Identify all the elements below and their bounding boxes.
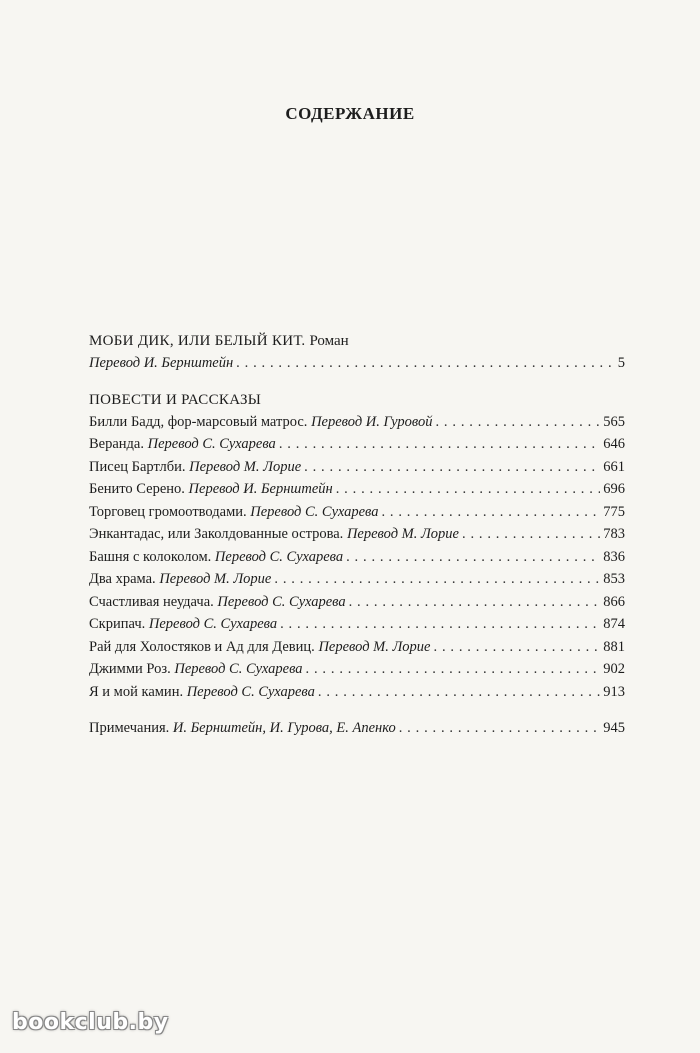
entry-translator (171, 658, 303, 681)
translator-name: Перевод М. Лорие (318, 638, 431, 655)
entry-page: 874 (603, 616, 625, 632)
toc-entry[interactable] (89, 681, 625, 704)
notes-translator: И. Бернштейн, И. Гурова, Е. Апенко (172, 720, 396, 736)
entry-title: Башня с колоколом. (89, 548, 212, 565)
entry-page: 866 (603, 593, 625, 610)
translator-name: Перевод М. Лорие (346, 526, 459, 542)
toc-entry[interactable] (89, 411, 625, 434)
entry-title: Энкантадас, или Заколдованные острова. (89, 526, 344, 542)
entry-page: 5 (617, 355, 625, 371)
leader-dots (381, 501, 600, 524)
translator-name: Перевод С. Сухарева (174, 661, 303, 677)
entry-translator (185, 478, 333, 501)
entry-page: 661 (603, 458, 625, 475)
entry-page: 881 (603, 638, 625, 655)
entry-translator (144, 433, 276, 456)
toc-entry[interactable] (89, 658, 625, 681)
leader-dots (318, 681, 600, 704)
entry-page: 646 (603, 436, 625, 452)
translator-name: Перевод М. Лорие (159, 571, 272, 587)
entry-page: 913 (603, 683, 625, 700)
translator-name: Перевод С. Сухарева (214, 548, 344, 565)
toc-entry[interactable] (89, 636, 625, 659)
entry-translator (185, 456, 301, 479)
entry-translator (247, 501, 379, 524)
stories-list (89, 411, 625, 704)
entry-title: Два храма. (89, 571, 156, 587)
leader-dots (336, 478, 601, 501)
translator-name: Перевод С. Сухарева (217, 593, 346, 610)
leader-dots (349, 591, 601, 614)
watermark-logo: bookclub.by (12, 1010, 169, 1035)
leader-dots (304, 456, 600, 479)
leader-dots (435, 411, 600, 434)
entry-translator (169, 717, 395, 740)
toc-entry-notes[interactable] (89, 717, 625, 740)
entry-page: 775 (603, 503, 625, 520)
entry-translator (214, 591, 346, 614)
entry-translator (145, 613, 277, 636)
leader-dots (274, 568, 600, 591)
entry-translator (156, 568, 272, 591)
translator-name: Перевод С. Сухарева (186, 683, 315, 700)
entry-translator (343, 523, 459, 546)
entry-page: 902 (603, 661, 625, 677)
toc-entry[interactable] (89, 546, 625, 569)
toc-entry[interactable] (89, 433, 625, 456)
entry-translator (307, 411, 432, 434)
entry-page: 565 (603, 413, 625, 430)
entry-page: 945 (603, 720, 625, 736)
leader-dots (462, 523, 600, 546)
entry-title: Джимми Роз. (89, 661, 171, 677)
page-title: СОДЕРЖАНИЕ (285, 104, 415, 123)
toc-entry[interactable] (89, 456, 625, 479)
leader-dots (306, 658, 601, 681)
entry-title: Бенито Серено. (89, 481, 185, 497)
table-of-contents (89, 330, 625, 740)
entry-title: Счастливая неудача. (89, 593, 214, 610)
toc-entry[interactable] (89, 568, 625, 591)
leader-dots (279, 433, 600, 456)
entry-page: 696 (603, 481, 625, 497)
leader-dots (399, 717, 601, 740)
translator-name: Перевод С. Сухарева (147, 436, 276, 452)
leader-dots (280, 613, 600, 636)
toc-entry[interactable] (89, 478, 625, 501)
translator-name: Перевод С. Сухарева (250, 503, 379, 520)
translator-name: Перевод И. Гуровой (311, 413, 433, 430)
toc-entry-novel[interactable] (89, 352, 625, 375)
entry-title: Я и мой камин. (89, 683, 184, 700)
toc-entry[interactable] (89, 591, 625, 614)
toc-entry[interactable] (89, 523, 625, 546)
entry-title: Скрипач. (89, 616, 146, 632)
leader-dots (236, 352, 615, 375)
entry-title: Торговец громоотводами. (89, 503, 247, 520)
translator-name: Перевод М. Лорие (189, 458, 302, 475)
translator-name: Перевод С. Сухарева (148, 616, 278, 632)
stories-heading: ПОВЕСТИ И РАССКАЗЫ (89, 391, 262, 408)
entry-title: Писец Бартлби. (89, 458, 186, 475)
entry-title: Билли Бадд, фор-марсовый матрос. (89, 413, 308, 430)
entry-page: 853 (603, 571, 625, 587)
entry-page: 836 (603, 548, 625, 565)
entry-translator (315, 636, 431, 659)
entry-translator (183, 681, 315, 704)
novel-title: МОБИ ДИК, ИЛИ БЕЛЫЙ КИТ. (89, 333, 306, 349)
leader-dots (434, 636, 601, 659)
entry-title: Рай для Холостяков и Ад для Девиц. (89, 638, 315, 655)
toc-entry[interactable] (89, 501, 625, 524)
entry-page: 783 (603, 526, 625, 542)
entry-title: Веранда. (89, 436, 144, 452)
leader-dots (346, 546, 600, 569)
entry-translator (211, 546, 343, 569)
entry-translator: Перевод И. Бернштейн (89, 355, 234, 371)
entry-title: Примечания. (89, 720, 170, 736)
novel-genre: Роман (309, 333, 349, 349)
novel-heading (89, 330, 625, 352)
translator-name: Перевод И. Бернштейн (188, 481, 333, 497)
toc-entry[interactable] (89, 613, 625, 636)
